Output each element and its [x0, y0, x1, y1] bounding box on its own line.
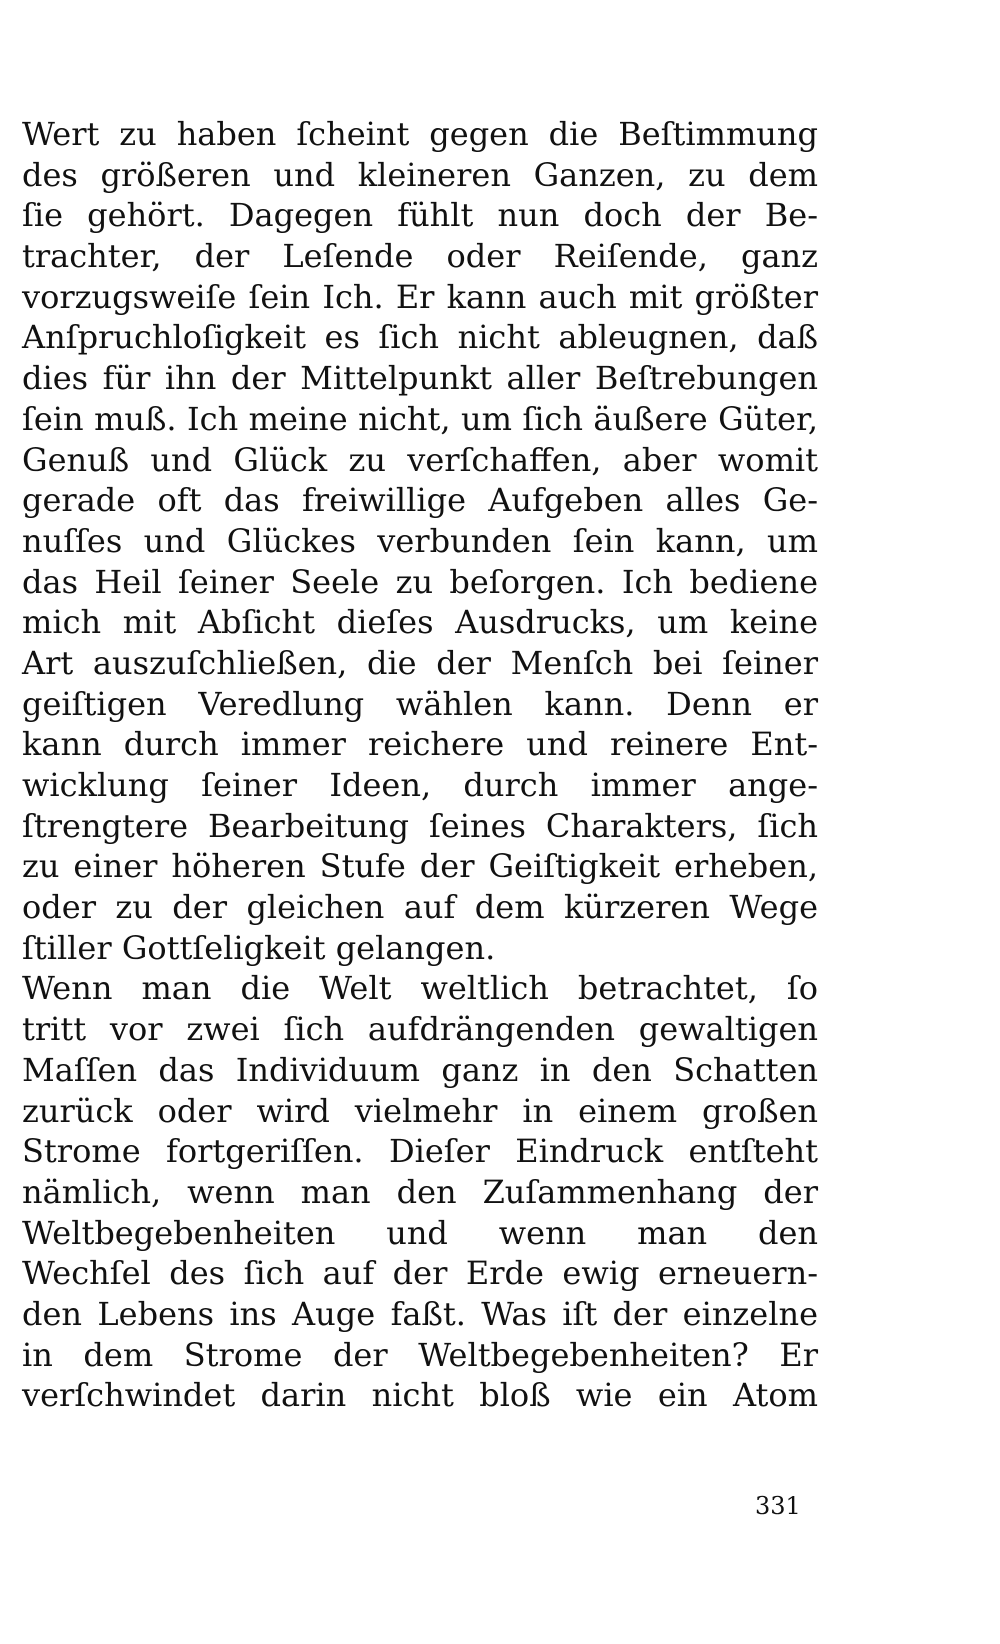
- text-line: des größeren und kleineren Ganzen, zu dem: [22, 155, 818, 194]
- text-line: mich mit Abſicht dieſes Ausdrucks, um keine: [22, 603, 818, 642]
- text-line: Wert zu haben ſcheint gegen die Beſtimmung: [22, 115, 818, 153]
- text-line: Maſſen das Individuum ganz in den Schatten: [22, 1050, 818, 1089]
- text-line: ſtiller Gottſeligkeit gelangen.: [22, 928, 496, 967]
- text-line: nuſſes und Glückes verbunden ſein kann, um: [22, 521, 818, 560]
- page-number: 331: [755, 1492, 801, 1520]
- text-line: wicklung ſeiner Ideen, durch immer ange-: [22, 766, 818, 804]
- text-line: tritt vor zwei ſich aufdrängenden gewaltigen: [22, 1010, 818, 1049]
- text-line: dies für ihn der Mittelpunkt aller Beſtrebungen: [22, 359, 818, 398]
- text-line: kann durch immer reichere und reinere Ent-: [22, 725, 818, 764]
- text-line: verſchwindet darin nicht bloß wie ein Atom: [22, 1376, 818, 1415]
- text-line: das Heil ſeiner Seele zu beſorgen. Ich bediene: [22, 562, 818, 601]
- text-line: ſein muß. Ich meine nicht, um ſich äußere Güter,: [22, 399, 818, 438]
- text-line: zu einer höheren Stufe der Geiſtigkeit erheben,: [22, 847, 818, 886]
- text-line: gerade oft das freiwillige Aufgeben alles Ge-: [22, 481, 818, 520]
- text-line: zurück oder wird vielmehr in einem großen: [22, 1091, 818, 1130]
- text-line: Wenn man die Welt weltlich betrachtet, ſo: [22, 969, 818, 1008]
- text-line: Strome fortgeriſſen. Dieſer Eindruck entſteht: [22, 1132, 818, 1171]
- text-line: ſtrengtere Bearbeitung ſeines Charakters, ſich: [22, 806, 818, 845]
- text-line: Anſpruchloſigkeit es ſich nicht ableugnen, daß: [22, 318, 818, 357]
- body-text: [22, 114, 818, 1416]
- text-line: oder zu der gleichen auf dem kürzeren Wege: [22, 888, 818, 927]
- text-line: trachter, der Leſende oder Reiſende, ganz: [22, 237, 818, 276]
- text-line: Weltbegebenheiten und wenn man den: [22, 1213, 818, 1252]
- text-line: Genuß und Glück zu verſchaffen, aber womit: [22, 440, 818, 479]
- text-line: Art auszuſchließen, die der Menſch bei ſeiner: [22, 643, 818, 682]
- text-line: ſie gehört. Dagegen fühlt nun doch der Be-: [22, 196, 818, 235]
- text-line: geiſtigen Veredlung wählen kann. Denn er: [22, 684, 818, 723]
- text-line: in dem Strome der Weltbegebenheiten? Er: [22, 1335, 818, 1374]
- text-line: den Lebens ins Auge faßt. Was iſt der einzelne: [22, 1294, 818, 1333]
- text-line: Wechſel des ſich auf der Erde ewig erneuern-: [22, 1254, 818, 1293]
- text-line: nämlich, wenn man den Zuſammenhang der: [22, 1172, 818, 1211]
- text-line: vorzugsweiſe ſein Ich. Er kann auch mit größter: [22, 277, 818, 316]
